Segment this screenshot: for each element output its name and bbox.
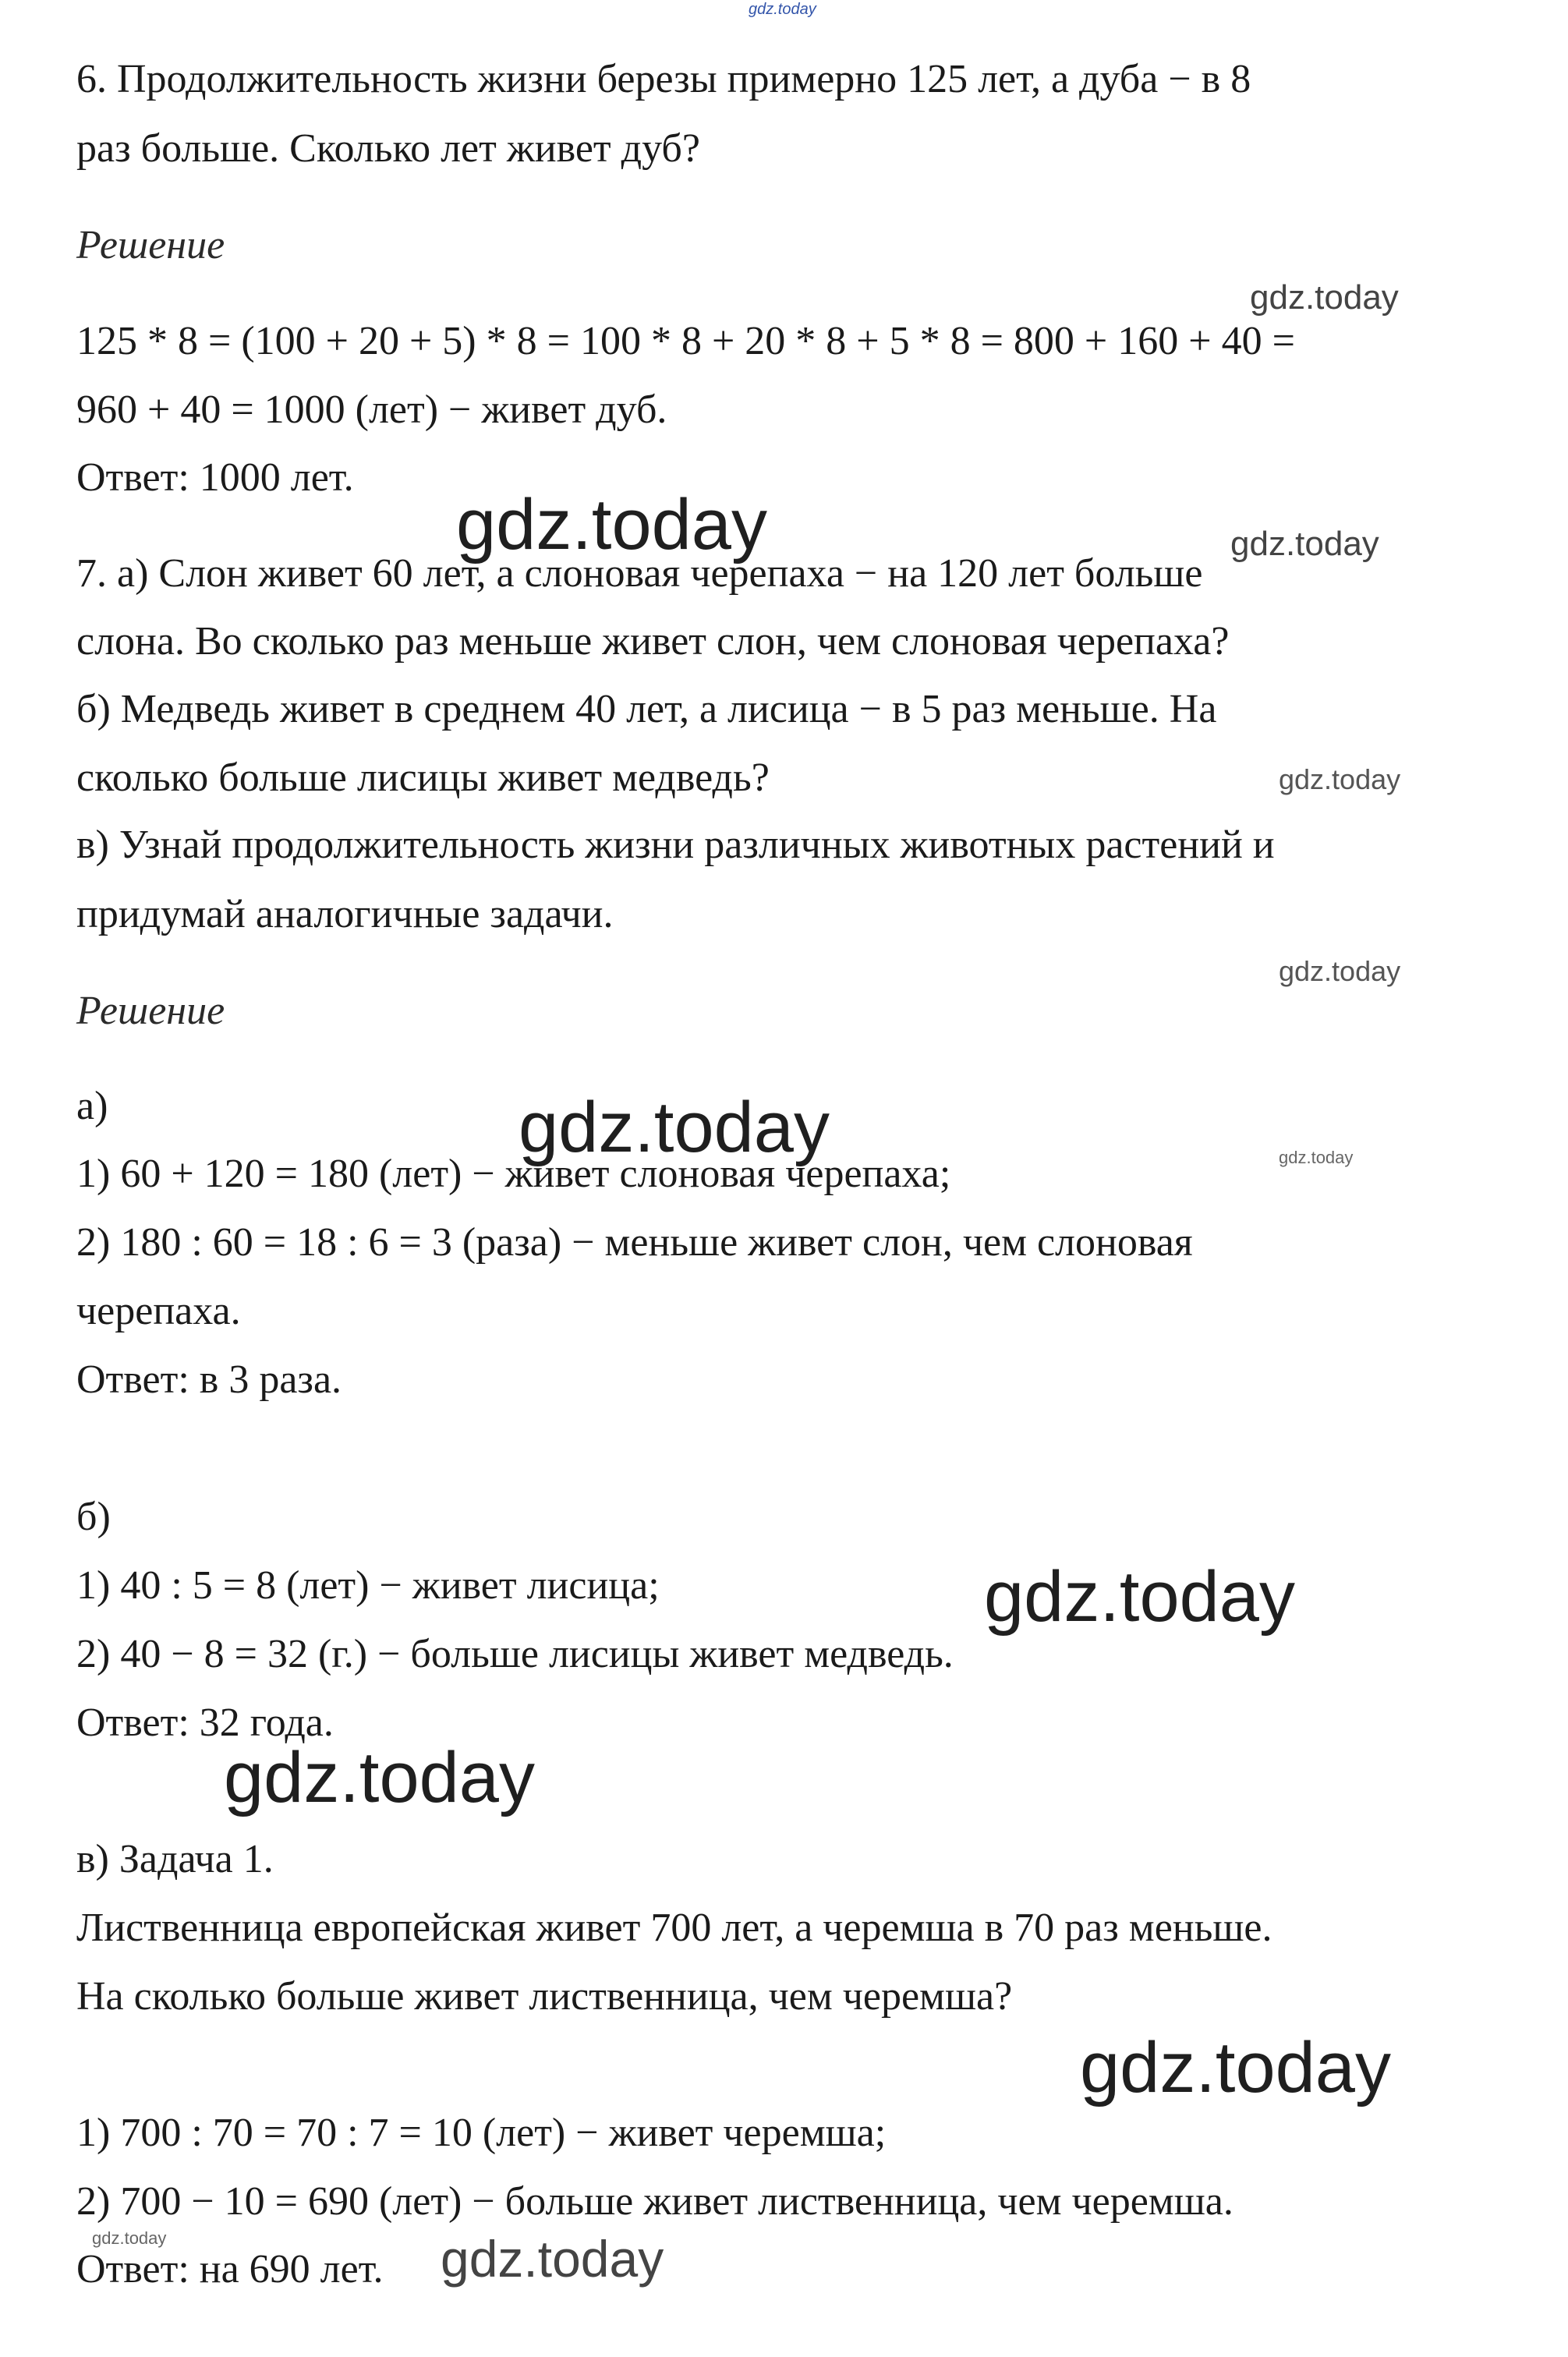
part-b-step-1: 1) 40 : 5 = 8 (лет) − живет лисица; — [76, 1563, 660, 1608]
watermark: gdz.today — [1250, 278, 1399, 317]
watermark: gdz.today — [519, 1088, 830, 1167]
part-a-label: а) — [76, 1084, 108, 1128]
part-b-answer: Ответ: 32 года. — [76, 1701, 334, 1745]
problem-6-text-line-2: раз больше. Сколько лет живет дуб? — [76, 126, 700, 171]
watermark: gdz.today — [441, 2230, 664, 2288]
part-b-step-2: 2) 40 − 8 = 32 (г.) − больше лисицы живет медведь. — [76, 1632, 954, 1676]
watermark: gdz.today — [1279, 1148, 1354, 1167]
part-c-step-2: 2) 700 − 10 = 690 (лет) − больше живет лиственница, чем черемша. — [76, 2179, 1234, 2224]
watermark: gdz.today — [1279, 955, 1401, 987]
watermark: gdz.today — [1080, 2028, 1391, 2107]
problem-7-text-line-2: слона. Во сколько раз меньше живет слон, чем слоновая черепаха? — [76, 619, 1230, 664]
part-c-answer: Ответ: на 690 лет. — [76, 2247, 384, 2292]
part-a-answer: Ответ: в 3 раза. — [76, 1357, 342, 1402]
part-c-task-line-1: Лиственница европейская живет 700 лет, а черемша в 70 раз меньше. — [76, 1906, 1272, 1950]
problem-7-solution-heading: Решение — [76, 989, 225, 1033]
part-a-step-2: 2) 180 : 60 = 18 : 6 = 3 (раза) − меньше живет слон, чем слоновая — [76, 1220, 1193, 1265]
watermark: gdz.today — [456, 485, 767, 564]
watermark: gdz.today — [224, 1738, 535, 1817]
part-a-step-1: 1) 60 + 120 = 180 (лет) − живет слоновая черепаха; — [76, 1152, 951, 1196]
watermark: gdz.today — [92, 2228, 167, 2248]
problem-7-text-line-6: придумай аналогичные задачи. — [76, 892, 614, 936]
problem-6-text-line-1: 6. Продолжительность жизни березы примерно 125 лет, а дуба − в 8 — [76, 57, 1251, 101]
problem-6-solution-line-2: 960 + 40 = 1000 (лет) − живет дуб. — [76, 388, 667, 432]
problem-7-text-line-1: 7. а) Слон живет 60 лет, а слоновая черепаха − на 120 лет больше — [76, 551, 1203, 596]
problem-6-answer: Ответ: 1000 лет. — [76, 455, 354, 500]
part-c-task-line-2: На сколько больше живет лиственница, чем черемша? — [76, 1974, 1013, 2019]
part-c-label: в) Задача 1. — [76, 1837, 274, 1881]
watermark: gdz.today — [984, 1557, 1295, 1637]
watermark: gdz.today — [749, 1, 816, 18]
problem-7-text-line-3: б) Медведь живет в среднем 40 лет, а лисица − в 5 раз меньше. На — [76, 687, 1217, 731]
problem-6-solution-line-1: 125 * 8 = (100 + 20 + 5) * 8 = 100 * 8 + 20 * 8 + 5 * 8 = 800 + 160 + 40 = — [76, 319, 1295, 363]
problem-7-text-line-4: сколько больше лисицы живет медведь? — [76, 756, 770, 800]
problem-7-text-line-5: в) Узнай продолжительность жизни различных животных растений и — [76, 823, 1275, 867]
part-c-step-1: 1) 700 : 70 = 70 : 7 = 10 (лет) − живет черемша; — [76, 2111, 887, 2155]
part-a-step-2-cont: черепаха. — [76, 1289, 241, 1333]
problem-6-solution-heading: Решение — [76, 223, 225, 267]
watermark: gdz.today — [1279, 763, 1401, 795]
watermark: gdz.today — [1230, 525, 1379, 563]
part-b-label: б) — [76, 1495, 111, 1539]
